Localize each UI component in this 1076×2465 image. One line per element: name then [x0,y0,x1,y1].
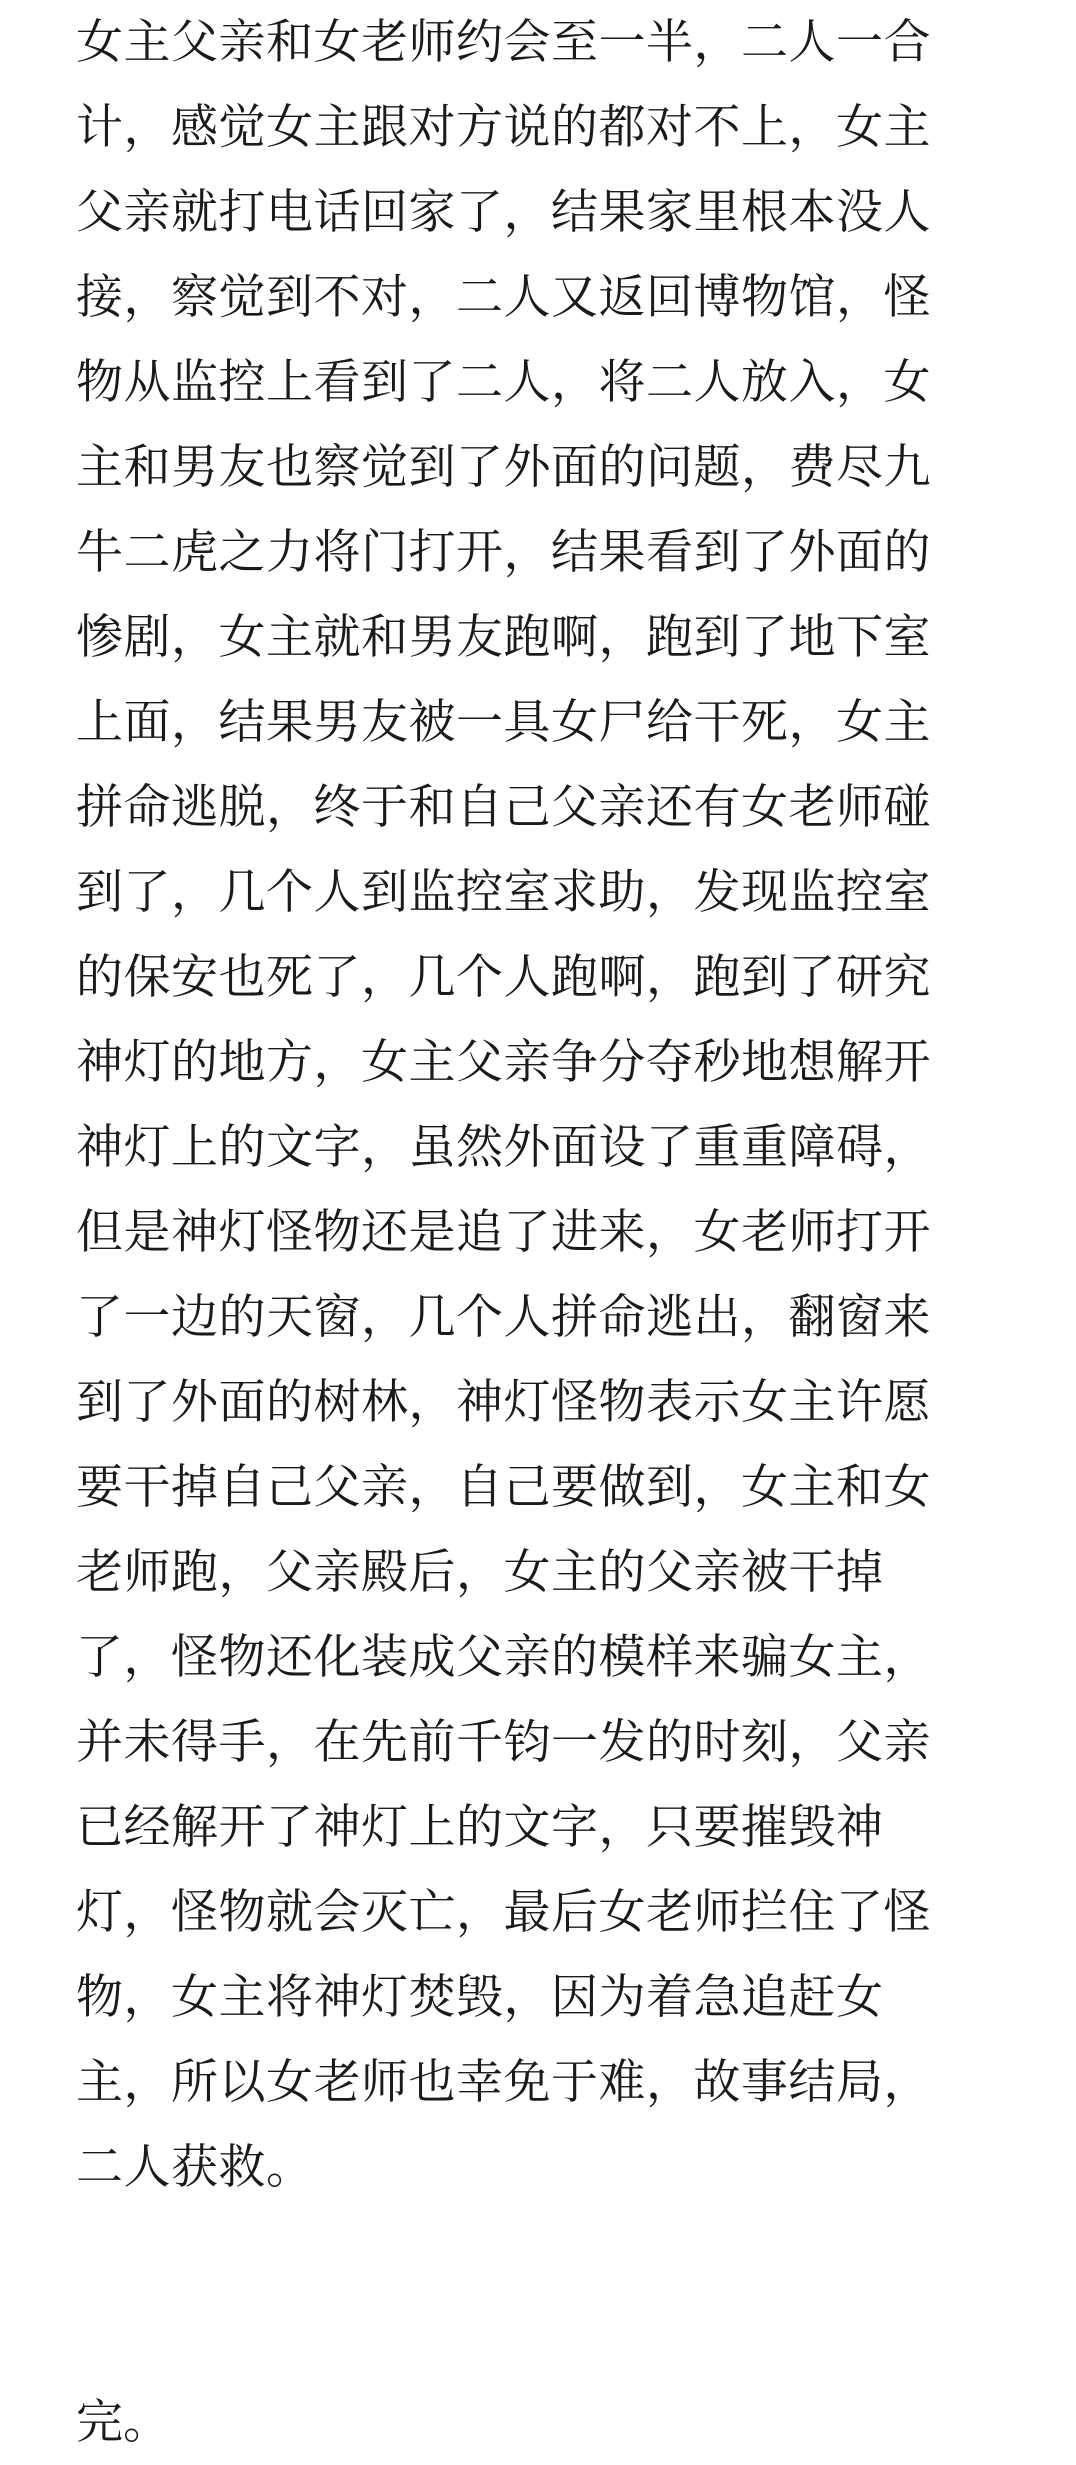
article-line-21: 并未得手，在先前千钧一发的时刻，父亲 [76,1715,931,1770]
article-line-16: 了一边的天窗，几个人拼命逃出，翻窗来 [76,1290,931,1345]
article-line-25: 主，所以女老师也幸免于难，故事结局， [76,2055,931,2110]
article-line-2: 计，感觉女主跟对方说的都对不上，女主 [76,100,931,155]
article-body [76,0,1016,2465]
article-line-15: 但是神灯怪物还是追了进来，女老师打开 [76,1205,931,1260]
article-line-24: 物，女主将神灯焚毁，因为着急追赶女 [76,1970,884,2025]
article-line-11: 到了，几个人到监控室求助，发现监控室 [76,865,931,920]
article-line-3: 父亲就打电话回家了，结果家里根本没人 [76,185,931,240]
article-line-1: 女主父亲和女老师约会至一半，二人一合 [76,15,931,70]
article-line-6: 主和男友也察觉到了外面的问题，费尽九 [76,440,931,495]
article-line-12: 的保安也死了，几个人跑啊，跑到了研究 [76,950,931,1005]
article-line-23: 灯，怪物就会灭亡，最后女老师拦住了怪 [76,1885,931,1940]
article-line-18: 要干掉自己父亲，自己要做到，女主和女 [76,1460,931,1515]
article-line-9: 上面，结果男友被一具女尸给干死，女主 [76,695,931,750]
article-line-5: 物从监控上看到了二人，将二人放入，女 [76,355,931,410]
article-line-13: 神灯的地方，女主父亲争分夺秒地想解开 [76,1035,931,1090]
article-line-10: 拼命逃脱，终于和自己父亲还有女老师碰 [76,780,931,835]
article-line-14: 神灯上的文字，虽然外面设了重重障碍， [76,1120,931,1175]
article-line-19: 老师跑，父亲殿后，女主的父亲被干掉 [76,1545,884,1600]
article-line-22: 已经解开了神灯上的文字，只要摧毁神 [76,1800,884,1855]
article-line-4: 接，察觉到不对，二人又返回博物馆，怪 [76,270,931,325]
article-line-26: 二人获救。 [76,2140,314,2195]
article-line-8: 惨剧，女主就和男友跑啊，跑到了地下室 [76,610,931,665]
article-line-7: 牛二虎之力将门打开，结果看到了外面的 [76,525,931,580]
article-line-20: 了，怪物还化装成父亲的模样来骗女主， [76,1630,931,1685]
paragraph-gap [76,2210,1016,2380]
end-mark: 完。 [76,2395,170,2450]
article-line-17: 到了外面的树林，神灯怪物表示女主许愿 [76,1375,931,1430]
